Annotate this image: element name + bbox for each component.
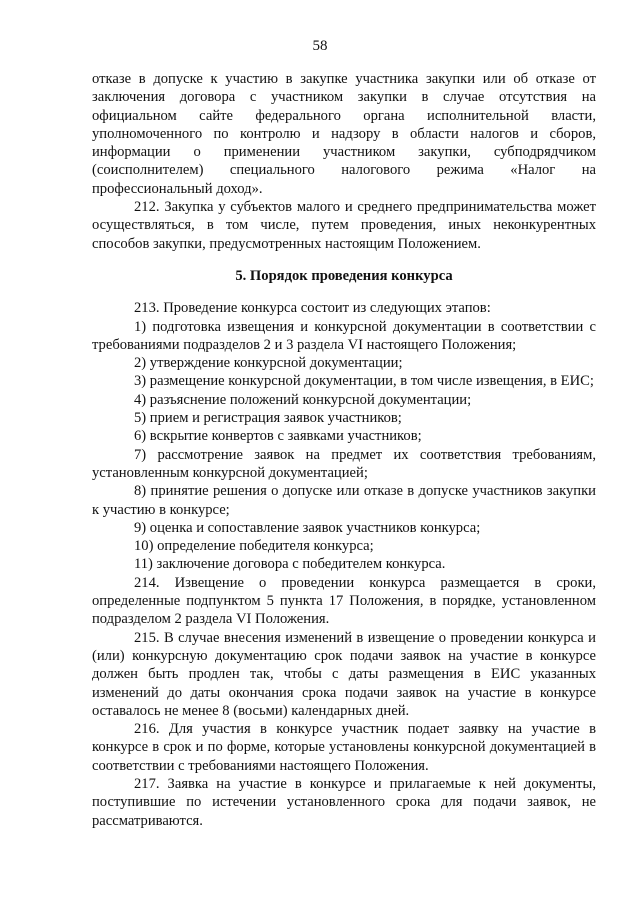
paragraph-214: 214. Извещение о проведении конкурса размещается в сроки, определенные подпунктом 5 пункта 17 Положения, в порядке, установленном подразделом 2 раздела VI Положения. xyxy=(92,574,596,628)
list-item-9: 9) оценка и сопоставление заявок участников конкурса; xyxy=(134,519,481,536)
paragraph-215: 215. В случае внесения изменений в извещение о проведении конкурса и (или) конкурсную документацию срок подачи заявок на участие в конкурсе должен быть продлен так, чтобы с даты размещения в ЕИС указанных изменений до даты окончания срока подачи заявок на участие в конкурсе оставалось не менее 8 (восьми) календарных дней. xyxy=(92,629,596,719)
section-heading: 5. Порядок проведения конкурса xyxy=(235,267,453,284)
paragraph-213: 213. Проведение конкурса состоит из следующих этапов: xyxy=(134,300,491,317)
paragraph-212: 212. Закупка у субъектов малого и среднего предпринимательства может осуществляться, в том числе, путем проведения, иных неконкурентных способов закупки, предусмотренных настоящим Положением. xyxy=(92,199,596,252)
list-item-1: 1) подготовка извещения и конкурсной документации в соответствии с требованиями подразделов 2 и 3 раздела VI настоящего Положения; xyxy=(92,318,596,353)
paragraph-216: 216. Для участия в конкурсе участник подает заявку на участие в конкурсе в срок и по форме, которые установлены конкурсной документацией в соответствии с требованиями настоящего Положения. xyxy=(92,721,596,774)
list-item-11: 11) заключение договора с победителем конкурса. xyxy=(134,556,446,573)
document-body xyxy=(92,70,596,830)
list-item-8: 8) принятие решения о допуске или отказе в допуске участников закупки к участию в конкурсе; xyxy=(92,483,596,518)
list-item-3: 3) размещение конкурсной документации, в том числе извещения, в ЕИС; xyxy=(134,373,594,390)
list-item-5: 5) прием и регистрация заявок участников; xyxy=(134,410,402,427)
list-item-7: 7) рассмотрение заявок на предмет их соответствия требованиям, установленным конкурсной документацией; xyxy=(92,446,596,481)
paragraph-continuation: отказе в допуске к участию в закупке участника закупки или об отказе от заключения договора с участником закупки в случае отсутствия на официальном сайте федерального органа исполнительной власти, уполномоченного по контролю и надзору в области налогов и сборов, информации о применении участником закупки, субподрядчиком (соисполнителем) специального налогового режима «Налог на профессиональный доход». xyxy=(92,71,596,197)
list-item-10: 10) определение победителя конкурса; xyxy=(134,538,374,555)
paragraph-217: 217. Заявка на участие в конкурсе и прилагаемые к ней документы, поступившие по истечении установленного срока для подачи заявок, не рассматриваются. xyxy=(92,775,596,829)
list-item-6: 6) вскрытие конвертов с заявками участников; xyxy=(134,428,422,445)
list-item-4: 4) разъяснение положений конкурсной документации; xyxy=(134,391,472,408)
page-number: 58 xyxy=(312,38,328,54)
list-item-2: 2) утверждение конкурсной документации; xyxy=(134,355,403,372)
